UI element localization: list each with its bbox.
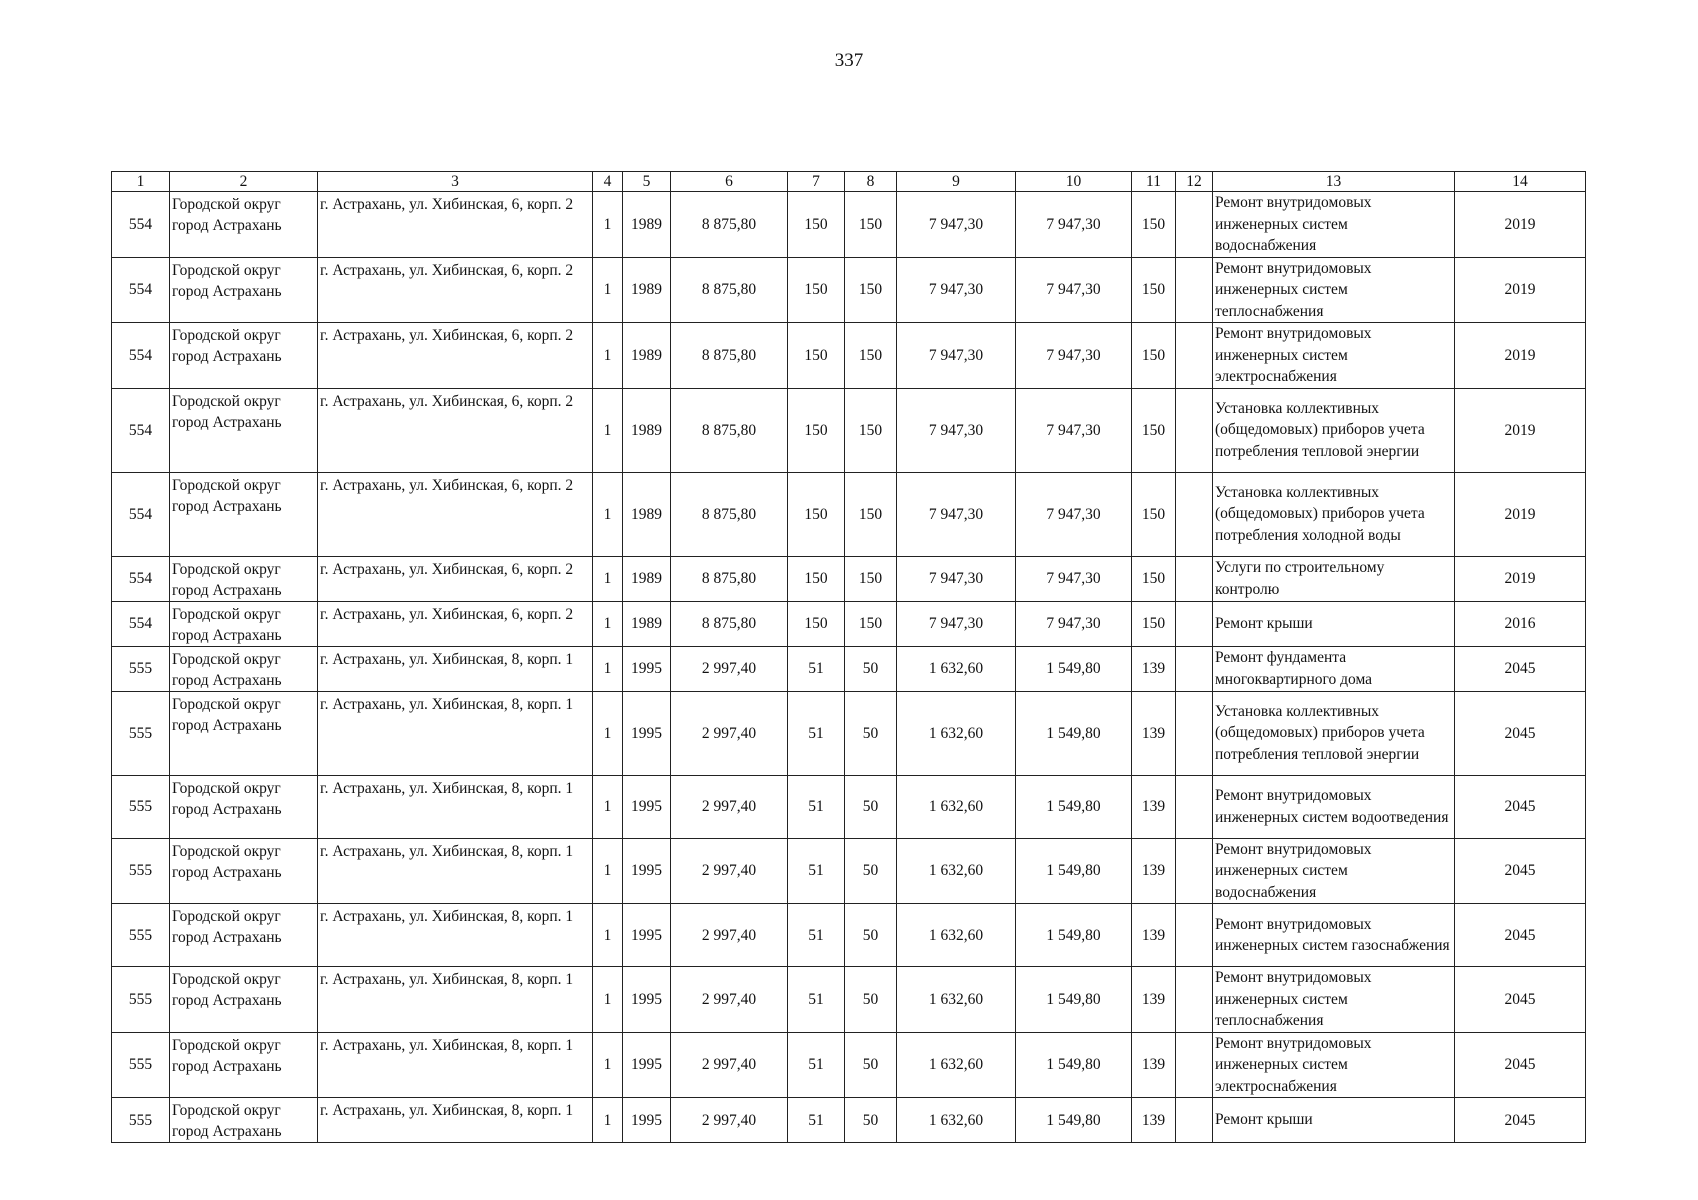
cell-col12	[1176, 775, 1213, 838]
cell-municipality: Городской округ город Астрахань	[170, 691, 318, 775]
cell-col8: 150	[845, 472, 897, 556]
cell-col10: 1 549,80	[1016, 691, 1132, 775]
cell-col8: 150	[845, 388, 897, 472]
cell-year: 1995	[623, 646, 671, 691]
cell-year: 1989	[623, 323, 671, 389]
cell-col4: 1	[593, 556, 623, 601]
cell-col7: 150	[788, 601, 845, 646]
cell-col10: 1 549,80	[1016, 1098, 1132, 1143]
cell-address: г. Астрахань, ул. Хибинская, 6, корп. 2	[318, 556, 593, 601]
cell-col12	[1176, 646, 1213, 691]
cell-plan-year: 2045	[1455, 691, 1586, 775]
cell-work-type: Установка коллективных (общедомовых) приборов учета потребления тепловой энергии	[1213, 691, 1455, 775]
cell-work-type: Ремонт внутридомовых инженерных систем теплоснабжения	[1213, 257, 1455, 323]
table-row	[112, 388, 1586, 472]
cell-col4: 1	[593, 388, 623, 472]
cell-plan-year: 2045	[1455, 904, 1586, 967]
cell-col9: 7 947,30	[897, 257, 1016, 323]
cell-municipality: Городской округ город Астрахань	[170, 1098, 318, 1143]
cell-year: 1995	[623, 838, 671, 904]
column-header: 7	[788, 172, 845, 192]
cell-col8: 50	[845, 1032, 897, 1098]
cell-number: 555	[112, 838, 170, 904]
cell-col9: 7 947,30	[897, 472, 1016, 556]
cell-municipality: Городской округ город Астрахань	[170, 192, 318, 258]
cell-col4: 1	[593, 1098, 623, 1143]
cell-col11: 139	[1132, 775, 1176, 838]
cell-col11: 150	[1132, 601, 1176, 646]
cell-number: 555	[112, 967, 170, 1033]
cell-municipality: Городской округ город Астрахань	[170, 775, 318, 838]
cell-col8: 150	[845, 556, 897, 601]
table-row	[112, 838, 1586, 904]
cell-col10: 7 947,30	[1016, 257, 1132, 323]
cell-col10: 7 947,30	[1016, 601, 1132, 646]
cell-address: г. Астрахань, ул. Хибинская, 6, корп. 2	[318, 192, 593, 258]
cell-plan-year: 2045	[1455, 775, 1586, 838]
cell-col8: 50	[845, 967, 897, 1033]
cell-col9: 1 632,60	[897, 1098, 1016, 1143]
cell-col12	[1176, 556, 1213, 601]
cell-year: 1995	[623, 904, 671, 967]
column-header: 13	[1213, 172, 1455, 192]
cell-address: г. Астрахань, ул. Хибинская, 6, корп. 2	[318, 388, 593, 472]
cell-col4: 1	[593, 838, 623, 904]
cell-plan-year: 2045	[1455, 1032, 1586, 1098]
cell-col4: 1	[593, 646, 623, 691]
cell-col10: 1 549,80	[1016, 775, 1132, 838]
cell-col12	[1176, 257, 1213, 323]
cell-col7: 150	[788, 472, 845, 556]
cell-col9: 7 947,30	[897, 388, 1016, 472]
cell-plan-year: 2019	[1455, 323, 1586, 389]
cell-col7: 150	[788, 192, 845, 258]
cell-year: 1995	[623, 967, 671, 1033]
cell-col6: 8 875,80	[671, 257, 788, 323]
cell-number: 554	[112, 556, 170, 601]
cell-municipality: Городской округ город Астрахань	[170, 388, 318, 472]
cell-col4: 1	[593, 323, 623, 389]
column-header: 4	[593, 172, 623, 192]
cell-address: г. Астрахань, ул. Хибинская, 6, корп. 2	[318, 601, 593, 646]
cell-year: 1989	[623, 472, 671, 556]
cell-plan-year: 2019	[1455, 472, 1586, 556]
cell-number: 555	[112, 775, 170, 838]
cell-work-type: Ремонт крыши	[1213, 601, 1455, 646]
cell-col4: 1	[593, 1032, 623, 1098]
table-row	[112, 775, 1586, 838]
cell-col9: 1 632,60	[897, 838, 1016, 904]
table-row	[112, 691, 1586, 775]
table-row	[112, 1098, 1586, 1143]
header-row	[112, 172, 1586, 192]
cell-col6: 2 997,40	[671, 646, 788, 691]
cell-col7: 51	[788, 646, 845, 691]
column-header: 3	[318, 172, 593, 192]
cell-col10: 1 549,80	[1016, 646, 1132, 691]
cell-col7: 51	[788, 838, 845, 904]
cell-work-type: Услуги по строительному контролю	[1213, 556, 1455, 601]
cell-col12	[1176, 601, 1213, 646]
cell-address: г. Астрахань, ул. Хибинская, 8, корп. 1	[318, 904, 593, 967]
cell-municipality: Городской округ город Астрахань	[170, 472, 318, 556]
cell-number: 555	[112, 1098, 170, 1143]
cell-number: 555	[112, 904, 170, 967]
cell-col11: 139	[1132, 1032, 1176, 1098]
cell-col6: 8 875,80	[671, 472, 788, 556]
column-header: 6	[671, 172, 788, 192]
page-number: 337	[834, 50, 864, 71]
cell-col10: 1 549,80	[1016, 904, 1132, 967]
cell-col12	[1176, 1032, 1213, 1098]
cell-col7: 150	[788, 388, 845, 472]
cell-col10: 7 947,30	[1016, 323, 1132, 389]
cell-municipality: Городской округ город Астрахань	[170, 904, 318, 967]
cell-work-type: Ремонт крыши	[1213, 1098, 1455, 1143]
column-header: 10	[1016, 172, 1132, 192]
cell-number: 554	[112, 323, 170, 389]
cell-plan-year: 2045	[1455, 646, 1586, 691]
cell-col11: 139	[1132, 1098, 1176, 1143]
table-row	[112, 323, 1586, 389]
column-header: 2	[170, 172, 318, 192]
cell-year: 1989	[623, 601, 671, 646]
cell-number: 554	[112, 601, 170, 646]
cell-year: 1995	[623, 1098, 671, 1143]
cell-col11: 139	[1132, 967, 1176, 1033]
cell-col10: 7 947,30	[1016, 192, 1132, 258]
cell-col8: 50	[845, 838, 897, 904]
cell-col8: 50	[845, 904, 897, 967]
cell-col7: 51	[788, 967, 845, 1033]
registry-table	[111, 171, 1586, 1143]
cell-address: г. Астрахань, ул. Хибинская, 8, корп. 1	[318, 1032, 593, 1098]
table-row	[112, 1032, 1586, 1098]
cell-col6: 2 997,40	[671, 838, 788, 904]
cell-year: 1989	[623, 556, 671, 601]
cell-col10: 7 947,30	[1016, 388, 1132, 472]
cell-col4: 1	[593, 691, 623, 775]
cell-plan-year: 2045	[1455, 967, 1586, 1033]
cell-col7: 150	[788, 323, 845, 389]
cell-col7: 51	[788, 775, 845, 838]
cell-col12	[1176, 904, 1213, 967]
cell-year: 1989	[623, 257, 671, 323]
cell-col9: 1 632,60	[897, 775, 1016, 838]
cell-plan-year: 2045	[1455, 838, 1586, 904]
cell-col8: 50	[845, 691, 897, 775]
cell-col4: 1	[593, 904, 623, 967]
cell-col6: 2 997,40	[671, 775, 788, 838]
cell-col9: 1 632,60	[897, 646, 1016, 691]
cell-year: 1989	[623, 192, 671, 258]
cell-year: 1995	[623, 1032, 671, 1098]
table-row	[112, 601, 1586, 646]
cell-plan-year: 2045	[1455, 1098, 1586, 1143]
cell-col10: 7 947,30	[1016, 472, 1132, 556]
table-row	[112, 257, 1586, 323]
cell-col12	[1176, 192, 1213, 258]
cell-col9: 7 947,30	[897, 556, 1016, 601]
cell-address: г. Астрахань, ул. Хибинская, 8, корп. 1	[318, 967, 593, 1033]
cell-col7: 51	[788, 691, 845, 775]
column-header: 11	[1132, 172, 1176, 192]
cell-col4: 1	[593, 775, 623, 838]
cell-col9: 7 947,30	[897, 192, 1016, 258]
cell-number: 554	[112, 192, 170, 258]
cell-col9: 7 947,30	[897, 323, 1016, 389]
cell-col11: 150	[1132, 388, 1176, 472]
column-header: 14	[1455, 172, 1586, 192]
cell-work-type: Ремонт внутридомовых инженерных систем водоотведения	[1213, 775, 1455, 838]
table-row	[112, 967, 1586, 1033]
cell-col4: 1	[593, 257, 623, 323]
cell-col9: 1 632,60	[897, 1032, 1016, 1098]
cell-municipality: Городской округ город Астрахань	[170, 1032, 318, 1098]
cell-col12	[1176, 1098, 1213, 1143]
cell-col4: 1	[593, 472, 623, 556]
cell-work-type: Ремонт внутридомовых инженерных систем теплоснабжения	[1213, 967, 1455, 1033]
cell-col7: 150	[788, 556, 845, 601]
cell-work-type: Установка коллективных (общедомовых) приборов учета потребления тепловой энергии	[1213, 388, 1455, 472]
cell-municipality: Городской округ город Астрахань	[170, 967, 318, 1033]
column-header: 8	[845, 172, 897, 192]
cell-col4: 1	[593, 192, 623, 258]
cell-col9: 1 632,60	[897, 904, 1016, 967]
cell-municipality: Городской округ город Астрахань	[170, 323, 318, 389]
cell-col6: 2 997,40	[671, 967, 788, 1033]
cell-address: г. Астрахань, ул. Хибинская, 8, корп. 1	[318, 775, 593, 838]
cell-address: г. Астрахань, ул. Хибинская, 6, корп. 2	[318, 257, 593, 323]
cell-col7: 51	[788, 1032, 845, 1098]
cell-col12	[1176, 388, 1213, 472]
cell-address: г. Астрахань, ул. Хибинская, 8, корп. 1	[318, 838, 593, 904]
table-row	[112, 904, 1586, 967]
cell-col12	[1176, 323, 1213, 389]
cell-col6: 8 875,80	[671, 556, 788, 601]
cell-col10: 1 549,80	[1016, 1032, 1132, 1098]
cell-col7: 150	[788, 257, 845, 323]
cell-work-type: Ремонт внутридомовых инженерных систем водоснабжения	[1213, 838, 1455, 904]
cell-municipality: Городской округ город Астрахань	[170, 601, 318, 646]
cell-col11: 139	[1132, 646, 1176, 691]
cell-number: 555	[112, 1032, 170, 1098]
cell-col6: 2 997,40	[671, 1098, 788, 1143]
cell-col6: 2 997,40	[671, 691, 788, 775]
cell-col11: 150	[1132, 257, 1176, 323]
cell-number: 555	[112, 646, 170, 691]
cell-address: г. Астрахань, ул. Хибинская, 8, корп. 1	[318, 691, 593, 775]
cell-col12	[1176, 472, 1213, 556]
cell-col8: 150	[845, 257, 897, 323]
cell-number: 555	[112, 691, 170, 775]
cell-col8: 150	[845, 192, 897, 258]
cell-col10: 1 549,80	[1016, 838, 1132, 904]
cell-col7: 51	[788, 1098, 845, 1143]
column-header: 9	[897, 172, 1016, 192]
cell-number: 554	[112, 472, 170, 556]
cell-number: 554	[112, 257, 170, 323]
cell-municipality: Городской округ город Астрахань	[170, 838, 318, 904]
cell-address: г. Астрахань, ул. Хибинская, 8, корп. 1	[318, 646, 593, 691]
cell-col8: 50	[845, 1098, 897, 1143]
cell-plan-year: 2019	[1455, 388, 1586, 472]
cell-col8: 50	[845, 775, 897, 838]
cell-col10: 7 947,30	[1016, 556, 1132, 601]
cell-number: 554	[112, 388, 170, 472]
cell-col9: 7 947,30	[897, 601, 1016, 646]
cell-col11: 150	[1132, 192, 1176, 258]
table-header	[112, 172, 1586, 192]
cell-work-type: Установка коллективных (общедомовых) приборов учета потребления холодной воды	[1213, 472, 1455, 556]
cell-work-type: Ремонт фундамента многоквартирного дома	[1213, 646, 1455, 691]
cell-col11: 150	[1132, 556, 1176, 601]
table-row	[112, 472, 1586, 556]
cell-municipality: Городской округ город Астрахань	[170, 556, 318, 601]
cell-address: г. Астрахань, ул. Хибинская, 6, корп. 2	[318, 472, 593, 556]
column-header: 1	[112, 172, 170, 192]
cell-col6: 8 875,80	[671, 388, 788, 472]
table-row	[112, 192, 1586, 258]
cell-col11: 139	[1132, 904, 1176, 967]
table-row	[112, 646, 1586, 691]
cell-col6: 2 997,40	[671, 904, 788, 967]
cell-address: г. Астрахань, ул. Хибинская, 8, корп. 1	[318, 1098, 593, 1143]
cell-col8: 50	[845, 646, 897, 691]
cell-plan-year: 2019	[1455, 257, 1586, 323]
cell-plan-year: 2019	[1455, 556, 1586, 601]
cell-year: 1989	[623, 388, 671, 472]
cell-work-type: Ремонт внутридомовых инженерных систем электроснабжения	[1213, 1032, 1455, 1098]
cell-col12	[1176, 967, 1213, 1033]
cell-work-type: Ремонт внутридомовых инженерных систем водоснабжения	[1213, 192, 1455, 258]
cell-col4: 1	[593, 967, 623, 1033]
cell-col12	[1176, 691, 1213, 775]
cell-col7: 51	[788, 904, 845, 967]
cell-col8: 150	[845, 323, 897, 389]
cell-plan-year: 2019	[1455, 192, 1586, 258]
cell-col4: 1	[593, 601, 623, 646]
cell-col12	[1176, 838, 1213, 904]
cell-col11: 150	[1132, 323, 1176, 389]
column-header: 12	[1176, 172, 1213, 192]
cell-col6: 8 875,80	[671, 192, 788, 258]
cell-year: 1995	[623, 691, 671, 775]
cell-col6: 8 875,80	[671, 323, 788, 389]
cell-col9: 1 632,60	[897, 691, 1016, 775]
cell-address: г. Астрахань, ул. Хибинская, 6, корп. 2	[318, 323, 593, 389]
cell-plan-year: 2016	[1455, 601, 1586, 646]
cell-col11: 139	[1132, 691, 1176, 775]
cell-col10: 1 549,80	[1016, 967, 1132, 1033]
cell-col11: 139	[1132, 838, 1176, 904]
cell-col6: 8 875,80	[671, 601, 788, 646]
table-body	[112, 192, 1586, 1143]
cell-municipality: Городской округ город Астрахань	[170, 257, 318, 323]
table-row	[112, 556, 1586, 601]
cell-col11: 150	[1132, 472, 1176, 556]
cell-year: 1995	[623, 775, 671, 838]
column-header: 5	[623, 172, 671, 192]
cell-work-type: Ремонт внутридомовых инженерных систем газоснабжения	[1213, 904, 1455, 967]
cell-col8: 150	[845, 601, 897, 646]
cell-col6: 2 997,40	[671, 1032, 788, 1098]
cell-municipality: Городской округ город Астрахань	[170, 646, 318, 691]
cell-work-type: Ремонт внутридомовых инженерных систем электроснабжения	[1213, 323, 1455, 389]
cell-col9: 1 632,60	[897, 967, 1016, 1033]
